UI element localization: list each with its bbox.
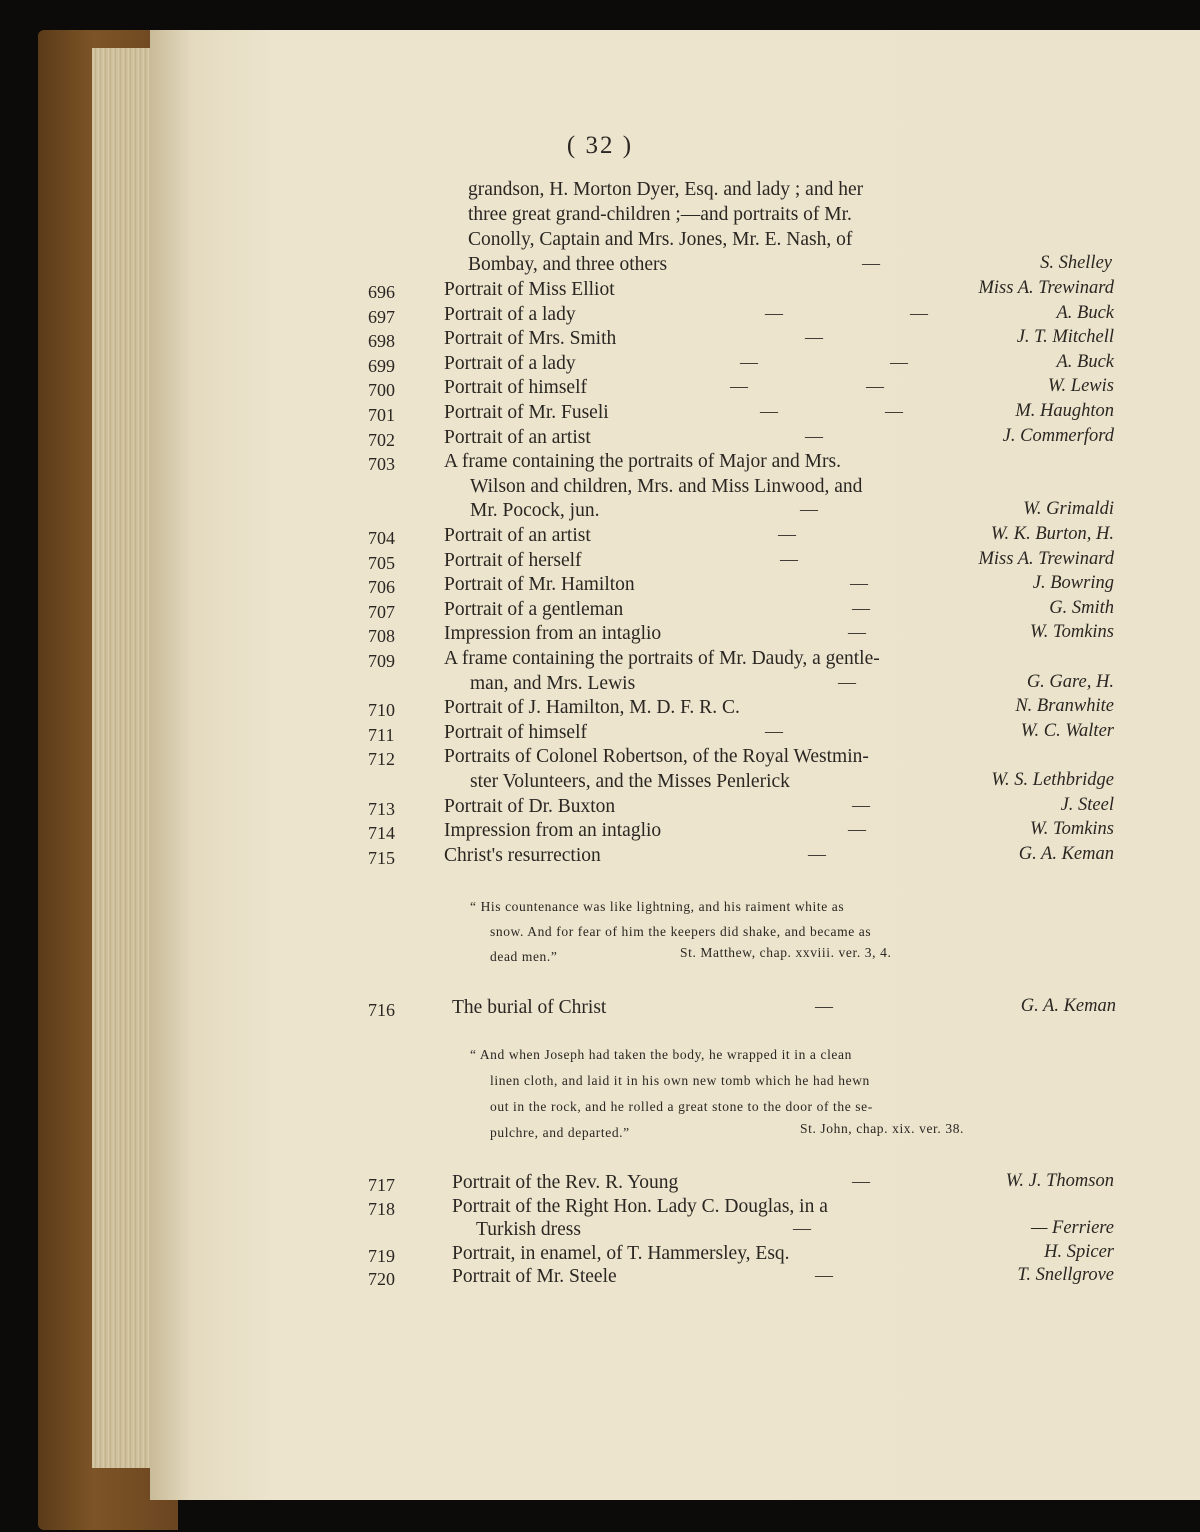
artist-name: G. A. Keman [1020, 996, 1116, 1016]
leader-dash: — [852, 597, 870, 618]
entry-number: 714 [368, 823, 395, 844]
artist-name: — Ferriere [1030, 1218, 1114, 1238]
entry-number: 705 [368, 552, 395, 573]
leader-dash: — [815, 996, 833, 1016]
leader-dash: — [730, 376, 748, 397]
entry-title: Christ's resurrection [444, 844, 601, 866]
artist-name: W. K. Burton, H. [990, 524, 1114, 544]
entry-number: 704 [368, 528, 395, 548]
quote-line: dead men.” [490, 949, 558, 964]
entry-number: 711 [368, 724, 395, 745]
entry-title: Portrait of himself [444, 377, 587, 399]
entry-number: 720 [368, 1269, 395, 1289]
entry-title: Portrait of the Right Hon. Lady C. Douglas, in a [452, 1195, 828, 1217]
leader-dash: — [805, 425, 823, 446]
artist-name: W. J. Thomson [1005, 1171, 1114, 1191]
leader-dash: — [848, 622, 866, 643]
entry-title: Portrait of Miss Elliot [444, 279, 615, 300]
leader-dash: — [862, 253, 880, 273]
entry-number: 701 [368, 405, 395, 425]
entry-number: 708 [368, 626, 395, 647]
leader-dash: — [890, 351, 908, 372]
entry-title: Portrait of a lady [444, 352, 576, 374]
intro-line: Bombay, and three others [468, 254, 668, 275]
entry-number: 709 [368, 651, 395, 671]
entry-number: 702 [368, 429, 395, 450]
entry-title: Portrait of Mrs. Smith [444, 328, 617, 350]
artist-name: W. Grimaldi [1023, 499, 1114, 520]
entry-title: Impression from an intaglio [444, 623, 662, 645]
artist-name: G. Smith [1049, 597, 1114, 618]
quote-line: linen cloth, and laid it in his own new tomb which he had hewn [490, 1073, 870, 1088]
artist-name: G. A. Keman [1018, 843, 1114, 864]
leader-dash: — [808, 843, 826, 864]
entry-title: Portrait of an artist [444, 525, 591, 546]
leader-dash: — [765, 720, 783, 741]
entry-title: Portrait of a gentleman [444, 598, 624, 620]
entry-title: Portraits of Colonel Robertson, of the Royal Westmin- [444, 746, 869, 768]
entry-number: 699 [368, 355, 395, 376]
artist-name: Miss A. Trewinard [978, 548, 1114, 569]
leader-dash: — [765, 302, 783, 323]
leader-dash: — [850, 573, 868, 594]
entry-title: Portrait, in enamel, of T. Hammersley, Esq. [452, 1242, 790, 1264]
page-number: ( 32 ) [566, 132, 634, 159]
artist-name: Miss A. Trewinard [978, 278, 1114, 298]
quote-line: snow. And for fear of him the keepers did shake, and became as [490, 924, 872, 939]
scripture-reference: St. Matthew, chap. xxviii. ver. 3, 4. [680, 945, 892, 960]
intro-line: grandson, H. Morton Dyer, Esq. and lady ; and her [468, 179, 864, 200]
entry-title: The burial of Christ [452, 997, 607, 1018]
entry-number: 707 [368, 601, 395, 622]
entry-title: Portrait of Mr. Hamilton [444, 574, 635, 596]
artist-name: T. Snellgrove [1017, 1265, 1114, 1285]
entry-title: A frame containing the portraits of Mr. Daudy, a gentle- [444, 648, 880, 669]
artist-name: W. C. Walter [1020, 720, 1114, 741]
entry-number: 710 [368, 700, 395, 721]
quote-line: “ His countenance was like lightning, and his raiment white as [470, 899, 845, 914]
entry-title-continued: ster Volunteers, and the Misses Penlerick [470, 771, 790, 792]
entry-title: Portrait of the Rev. R. Young [452, 1172, 679, 1193]
leader-dash: — [852, 1171, 870, 1191]
artist-name: W. S. Lethbridge [991, 770, 1114, 790]
leader-dash: — [910, 302, 928, 323]
leader-dash: — [740, 351, 758, 372]
leader-dash: — [805, 327, 823, 348]
entry-number: 696 [368, 282, 395, 302]
entry-number: 706 [368, 577, 395, 598]
intro-line: three great grand-children ;—and portraits of Mr. [468, 204, 852, 225]
entry-number: 712 [368, 749, 395, 770]
leader-dash: — [760, 401, 778, 421]
entry-title: Portrait of himself [444, 721, 587, 743]
entry-number: 715 [368, 847, 395, 868]
scripture-reference: St. John, chap. xix. ver. 38. [800, 1121, 965, 1136]
entry-title: A frame containing the portraits of Major and Mrs. [444, 451, 841, 473]
entry-title-continued: man, and Mrs. Lewis [470, 672, 636, 694]
artist-name: G. Gare, H. [1026, 671, 1114, 692]
leader-dash: — [778, 524, 796, 544]
intro-line: Conolly, Captain and Mrs. Jones, Mr. E. Nash, of [468, 229, 853, 250]
artist-name: J. Commerford [1002, 425, 1114, 446]
leader-dash: — [793, 1218, 811, 1238]
entry-title: Impression from an intaglio [444, 820, 662, 842]
entry-title: Portrait of Mr. Fuseli [444, 402, 609, 423]
entry-number: 700 [368, 380, 395, 401]
entry-number: 698 [368, 331, 395, 352]
leader-dash: — [848, 819, 866, 840]
entry-title-continued: Turkish dress [476, 1219, 581, 1240]
artist-name: A. Buck [1056, 351, 1114, 372]
artist-name: S. Shelley [1040, 253, 1112, 273]
entry-title: Portrait of herself [444, 549, 582, 571]
entry-number: 697 [368, 306, 395, 327]
artist-name: M. Haughton [1015, 401, 1114, 421]
entry-number: 718 [368, 1198, 395, 1219]
artist-name: N. Branwhite [1015, 696, 1114, 717]
entry-number: 716 [368, 1000, 395, 1020]
leader-dash: — [815, 1265, 833, 1285]
entry-number: 717 [368, 1175, 395, 1195]
leader-dash: — [780, 548, 798, 569]
artist-name: J. Bowring [1032, 573, 1114, 594]
entry-number: 703 [368, 454, 395, 475]
entry-title-continued: Wilson and children, Mrs. and Miss Linwood, and [470, 475, 863, 497]
artist-name: W. Lewis [1047, 376, 1114, 397]
artist-name: J. T. Mitchell [1016, 327, 1114, 348]
quote-line: pulchre, and departed.” [490, 1125, 630, 1140]
leader-dash: — [838, 671, 856, 692]
leader-dash: — [800, 499, 818, 520]
leader-dash: — [885, 401, 903, 421]
entry-number: 719 [368, 1245, 395, 1266]
entry-title: Portrait of Mr. Steele [452, 1266, 617, 1287]
artist-name: H. Spicer [1044, 1241, 1114, 1262]
artist-name: A. Buck [1056, 302, 1114, 323]
entry-title-continued: Mr. Pocock, jun. [470, 500, 600, 522]
leader-dash: — [866, 376, 884, 397]
entry-title: Portrait of J. Hamilton, M. D. F. R. C. [444, 697, 740, 719]
leader-dash: — [852, 794, 870, 815]
entry-title: Portrait of a lady [444, 303, 576, 325]
entry-title: Portrait of Dr. Buxton [444, 795, 616, 817]
quote-line: “ And when Joseph had taken the body, he wrapped it in a clean [470, 1047, 852, 1062]
quote-line: out in the rock, and he rolled a great stone to the door of the se- [490, 1099, 873, 1114]
entry-number: 713 [368, 798, 395, 819]
artist-name: W. Tomkins [1030, 819, 1114, 840]
artist-name: W. Tomkins [1030, 622, 1114, 643]
artist-name: J. Steel [1060, 794, 1114, 815]
entry-title: Portrait of an artist [444, 426, 591, 448]
